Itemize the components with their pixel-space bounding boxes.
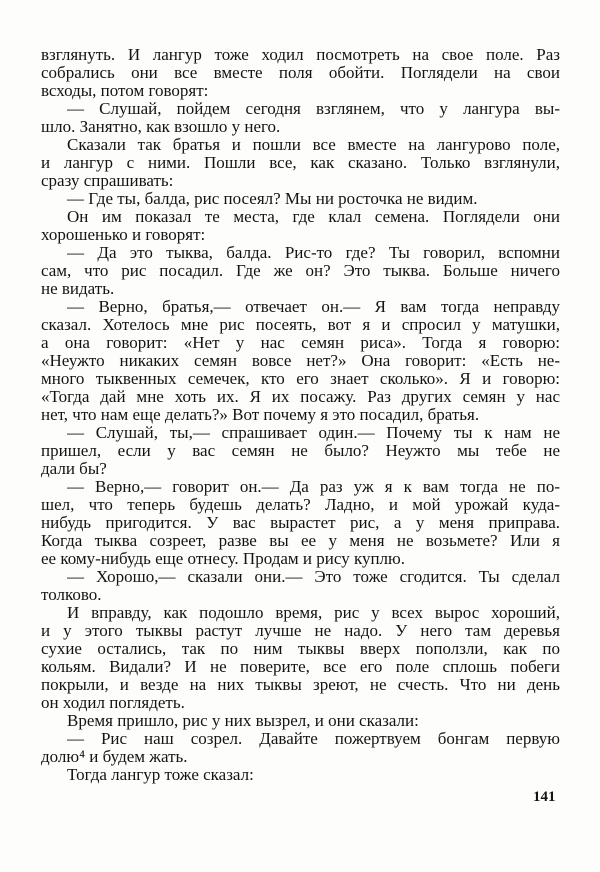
text-line: долю⁴ и будем жать.	[41, 747, 188, 766]
text-line: и лангур с ними. Пошли все, как сказано. Только взглянули,	[41, 154, 560, 172]
text-line: кольям. Видали? И не поверите, все его поле сплошь побеги	[41, 658, 560, 676]
text-line: всходы, потом говорят:	[41, 81, 209, 100]
text-line: «Тогда дай мне хоть их. Я их посажу. Раз других семян у нас	[41, 388, 560, 406]
text-line: Сказали так братья и пошли все вместе на лангурово поле,	[67, 136, 560, 154]
text-line: толково.	[41, 585, 102, 604]
text-line: пришел, если у вас семян не было? Неужто мы тебе не	[41, 442, 560, 460]
text-line: Тогда лангур тоже сказал:	[67, 765, 254, 784]
text-line: покрыли, и везде на них тыквы зреют, не счесть. Что ни день	[41, 676, 560, 694]
text-line: «Неужто никаких семян вовсе нет?» Она говорит: «Есть не-	[41, 352, 560, 370]
text-line: сухие остались, так по ним тыквы вверх поползли, как по	[41, 640, 560, 658]
text-line: он ходил поглядеть.	[41, 693, 185, 712]
text-line: Он им показал те места, где клал семена. Поглядели они	[67, 208, 560, 226]
text-line: Время пришло, рис у них вызрел, и они сказали:	[67, 711, 419, 730]
text-line: — Слушай, ты,— спрашивает один.— Почему ты к нам не	[67, 424, 560, 442]
text-line: — Где ты, балда, рис посеял? Мы ни росточка не видим.	[67, 189, 478, 208]
text-line: ее кому-нибудь еще отнесу. Продам и рису куплю.	[41, 549, 405, 568]
text-line: — Рис наш созрел. Давайте пожертвуем бонгам первую	[67, 730, 560, 748]
text-line: нибудь пригодится. У вас вырастет рис, а у меня приправа.	[41, 514, 560, 532]
text-line: собрались они все вместе поля обойти. Поглядели на свои	[41, 64, 560, 82]
text-line: взглянуть. И лангур тоже ходил посмотреть на свое поле. Раз	[41, 46, 560, 64]
text-line: хорошенько и говорят:	[41, 225, 206, 244]
text-line: а она говорит: «Нет у нас семян риса». Тогда я говорю:	[41, 334, 560, 352]
text-line: шел, что теперь будешь делать? Ладно, и мой урожай куда-	[41, 496, 560, 514]
text-line: шло. Занятно, как взошло у него.	[41, 117, 281, 136]
text-line: — Да это тыква, балда. Рис-то где? Ты говорил, вспомни	[67, 244, 560, 262]
text-line: — Верно, братья,— отвечает он.— Я вам тогда неправду	[67, 298, 560, 316]
text-line: — Верно,— говорит он.— Да раз уж я к вам тогда не по-	[67, 478, 560, 496]
text-line: — Слушай, пойдем сегодня взглянем, что у лангура вы-	[67, 100, 560, 118]
text-line: Когда тыква созреет, разве вы ее у меня не возьмете? Или я	[41, 532, 560, 550]
text-line: много тыквенных семечек, кто его знает сколько». Я и говорю:	[41, 370, 560, 388]
text-line: сказал. Хотелось мне рис посеять, вот я и спросил у матушки,	[41, 316, 560, 334]
page-number: 141	[533, 789, 556, 805]
text-line: и у этого тыквы растут лучше не надо. У него там деревья	[41, 622, 560, 640]
text-line: не видать.	[41, 279, 115, 298]
text-line: дали бы?	[41, 459, 107, 478]
text-line: И вправду, как подошло время, рис у всех вырос хороший,	[67, 604, 560, 622]
text-line: — Хорошо,— сказали они.— Это тоже сгодится. Ты сделал	[67, 568, 560, 586]
text-line: сам, что рис посадил. Где же он? Это тыква. Больше ничего	[41, 262, 560, 280]
text-line: сразу спрашивать:	[41, 171, 174, 190]
text-line: нет, что нам еще делать?» Вот почему я это посадил, братья.	[41, 405, 480, 424]
